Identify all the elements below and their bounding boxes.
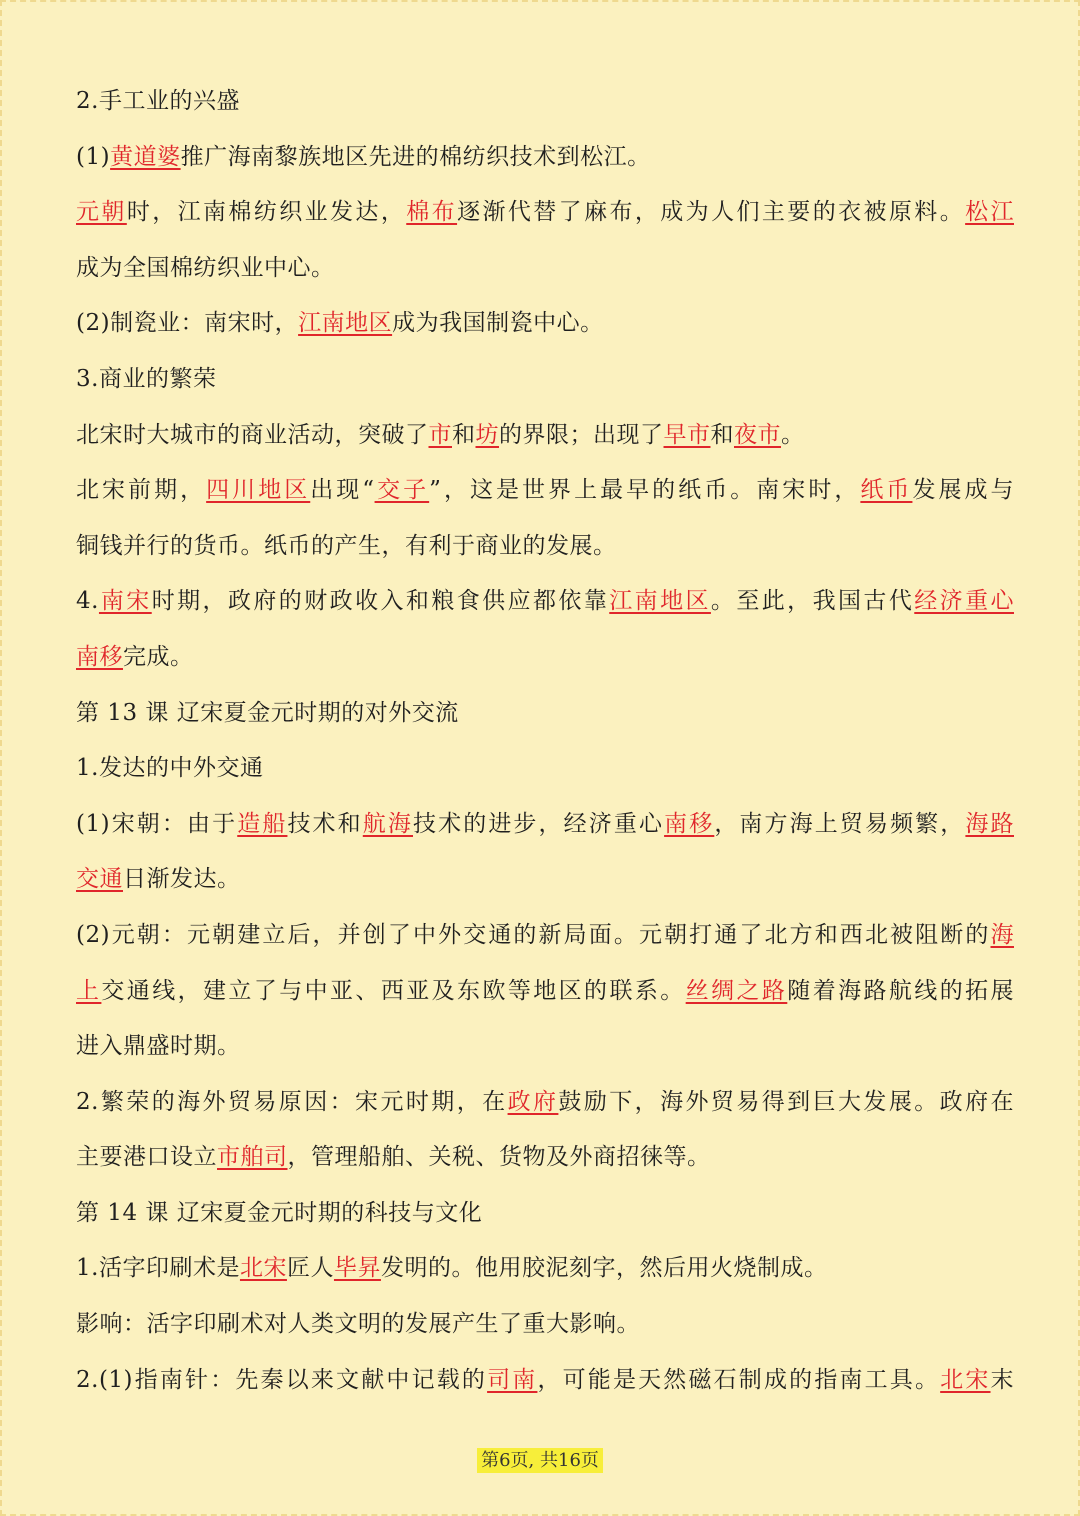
keyword-highlight: 北宋 — [940, 1366, 991, 1393]
text-segment: ，可能是天然磁石制成的指南工具。 — [537, 1366, 941, 1393]
text-segment: 技术的进步，经济重心 — [413, 810, 665, 837]
keyword-highlight: 毕昇 — [333, 1255, 381, 1282]
keyword-highlight: 四川地区 — [206, 477, 311, 504]
page-footer — [2, 1446, 1078, 1472]
text-segment: 随着海路航线的拓展 — [787, 977, 1014, 1004]
text-line — [76, 463, 1014, 519]
keyword-highlight: 上 — [76, 977, 102, 1004]
text-line — [76, 185, 1014, 241]
keyword-highlight: 市舶司 — [217, 1144, 288, 1171]
text-line — [76, 852, 1014, 908]
text-segment: 匠人 — [286, 1255, 334, 1282]
text-segment: 北宋时大城市的商业活动，突破了 — [76, 421, 429, 448]
page-number: 第6页, 共16页 — [477, 1448, 603, 1473]
text-line — [76, 1297, 1014, 1353]
text-segment: 技术和 — [287, 810, 363, 837]
text-line — [76, 519, 1014, 575]
keyword-highlight: 南移 — [76, 643, 123, 670]
text-segment: (1)宋朝：由于 — [76, 810, 238, 837]
keyword-highlight: 南宋 — [98, 588, 152, 615]
keyword-highlight: 造船 — [237, 810, 288, 837]
keyword-highlight: 海 — [990, 921, 1014, 948]
keyword-highlight: 经济重心 — [914, 588, 1014, 615]
keyword-highlight: 海路 — [965, 810, 1014, 837]
keyword-highlight: 丝绸之路 — [685, 977, 788, 1004]
text-segment: 发明的。他用胶泥刻字，然后用火烧制成。 — [380, 1255, 828, 1282]
text-line — [76, 1186, 1014, 1242]
text-line — [76, 296, 1014, 352]
text-segment: 的界限；出现了 — [499, 421, 664, 448]
text-line — [76, 797, 1014, 853]
keyword-highlight: 早市 — [663, 421, 711, 448]
text-line — [76, 1075, 1014, 1131]
text-segment: ，管理船舶、关税、货物及外商招徕等。 — [287, 1144, 711, 1171]
text-segment: 2.繁荣的海外贸易原因：宋元时期，在 — [76, 1088, 508, 1115]
text-line — [76, 1241, 1014, 1297]
text-segment: ，南方海上贸易频繁， — [714, 810, 966, 837]
keyword-highlight: 南移 — [664, 810, 715, 837]
text-segment: ”，这是世界上最早的纸币。南宋时， — [429, 477, 861, 504]
text-segment: 主要港口设立 — [76, 1144, 217, 1171]
text-segment: 铜钱并行的货币。纸币的产生，有利于商业的发展。 — [76, 532, 617, 559]
text-segment: 鼓励下，海外贸易得到巨大发展。政府在 — [558, 1088, 1014, 1115]
text-segment: 时，江南棉纺织业发达， — [126, 199, 407, 226]
keyword-highlight: 江南地区 — [298, 310, 393, 337]
text-segment: 2.手工业的兴盛 — [76, 88, 240, 114]
text-segment: 发展成与 — [912, 477, 1014, 504]
text-segment: 交通线，建立了与中亚、西亚及东欧等地区的联系。 — [101, 977, 686, 1004]
text-segment: (1) — [76, 143, 111, 170]
keyword-highlight: 夜市 — [734, 421, 781, 448]
text-line — [76, 1130, 1014, 1186]
text-segment: 推广海南黎族地区先进的棉纺织技术到松江。 — [180, 143, 651, 170]
text-segment: 进入鼎盛时期。 — [76, 1033, 241, 1060]
text-segment: 第 13 课 辽宋夏金元时期的对外交流 — [76, 699, 459, 726]
text-segment: 4. — [76, 588, 99, 615]
keyword-highlight: 交子 — [374, 477, 430, 504]
text-segment: 影响：活字印刷术对人类文明的发展产生了重大影响。 — [76, 1311, 640, 1338]
text-segment: 北宋前期， — [76, 477, 207, 504]
keyword-highlight: 市 — [428, 421, 452, 448]
text-segment: 时期，政府的财政收入和粮食供应都依靠 — [151, 588, 610, 615]
keyword-highlight: 江南地区 — [609, 588, 711, 615]
keyword-highlight: 交通 — [76, 866, 123, 893]
keyword-highlight: 航海 — [362, 810, 413, 837]
text-line — [76, 964, 1014, 1020]
text-segment: 出现“ — [310, 477, 375, 504]
text-line — [76, 1353, 1014, 1409]
text-segment: 末 — [990, 1366, 1014, 1393]
text-segment: (2)元朝：元朝建立后，并创了中外交通的新局面。元朝打通了北方和西北被阻断的 — [76, 921, 991, 948]
text-segment: 。 — [781, 421, 805, 448]
text-line — [76, 630, 1014, 686]
text-segment: 和 — [452, 421, 476, 448]
text-line — [76, 352, 1014, 408]
text-segment: 逐渐代替了麻布，成为人们主要的衣被原料。 — [457, 199, 966, 226]
keyword-highlight: 司南 — [487, 1366, 538, 1393]
keyword-highlight: 棉布 — [406, 199, 458, 226]
text-segment: 完成。 — [123, 643, 194, 670]
text-segment: 1.发达的中外交通 — [76, 755, 264, 782]
text-line — [76, 686, 1014, 742]
text-segment: 第 14 课 辽宋夏金元时期的科技与文化 — [76, 1199, 483, 1226]
text-segment: 和 — [710, 421, 734, 448]
keyword-highlight: 纸币 — [860, 477, 913, 504]
text-segment: 1.活字印刷术是 — [76, 1255, 240, 1282]
keyword-highlight: 松江 — [965, 199, 1014, 226]
text-line — [76, 74, 1014, 130]
text-line — [76, 908, 1014, 964]
keyword-highlight: 元朝 — [76, 199, 127, 226]
text-segment: 。至此，我国古代 — [710, 588, 915, 615]
text-line — [76, 741, 1014, 797]
text-line — [76, 241, 1014, 297]
keyword-highlight: 政府 — [507, 1088, 559, 1115]
keyword-highlight: 北宋 — [239, 1255, 287, 1282]
text-segment: 2.(1)指南针：先秦以来文献中记载的 — [76, 1366, 488, 1393]
text-segment: 成为全国棉纺织业中心。 — [76, 254, 335, 281]
text-segment: 成为我国制瓷中心。 — [392, 310, 604, 337]
text-line — [76, 130, 1014, 186]
keyword-highlight: 黄道婆 — [110, 143, 181, 170]
text-segment: 日渐发达。 — [123, 866, 241, 893]
text-segment: (2)制瓷业：南宋时， — [76, 310, 299, 337]
text-line — [76, 574, 1014, 630]
text-segment: 3.商业的繁荣 — [76, 365, 217, 392]
keyword-highlight: 坊 — [475, 421, 499, 448]
text-line — [76, 408, 1014, 464]
document-body — [76, 74, 1014, 1408]
text-line — [76, 1019, 1014, 1075]
